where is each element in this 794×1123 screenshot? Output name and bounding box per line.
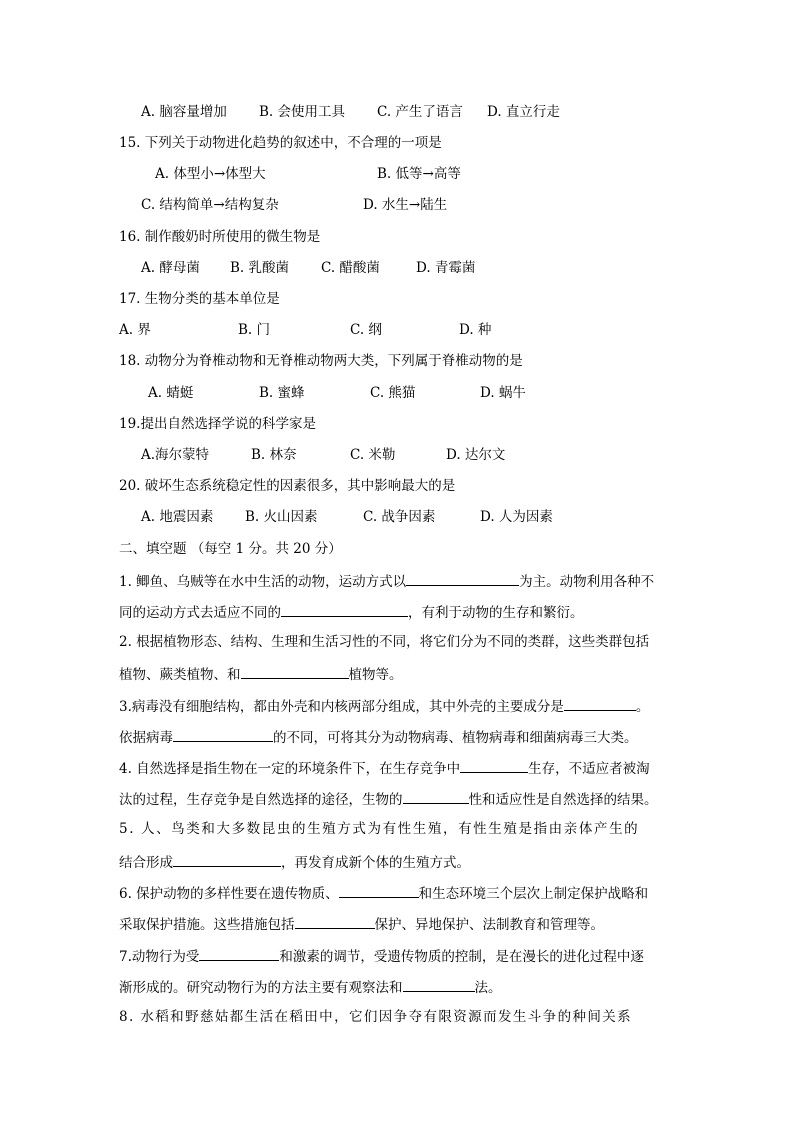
fill-1-text-a: 1. 鲫鱼、乌贼等在水中生活的动物，运动方式以 bbox=[119, 574, 407, 590]
q14-option-d: D. 直立行走 bbox=[487, 104, 560, 120]
q19-option-d: D. 达尔文 bbox=[446, 447, 506, 463]
fill-4-line-2 bbox=[119, 789, 658, 809]
q17-option-b: B. 门 bbox=[238, 322, 271, 338]
fill-1-text-b: 为主。动物利用各种不 bbox=[519, 574, 655, 590]
fill-2-text-a: 植物、蕨类植物、和 bbox=[119, 667, 241, 683]
fill-1-line-1 bbox=[119, 571, 654, 591]
q19-option-b: B. 林奈 bbox=[251, 447, 297, 463]
fill-7-text-a: 7.动物行为受 bbox=[119, 949, 200, 965]
fill-4-blank-1[interactable] bbox=[460, 758, 528, 773]
q20-option-d: D. 人为因素 bbox=[480, 509, 553, 525]
fill-1-blank-2[interactable] bbox=[281, 602, 408, 617]
fill-7-blank-2[interactable] bbox=[403, 977, 475, 992]
q18-option-b: B. 蜜蜂 bbox=[259, 385, 305, 401]
fill-2-line-2 bbox=[119, 664, 403, 684]
fill-7-text-b: 和激素的调节，受遗传物质的控制，是在漫长的进化过程中逐 bbox=[279, 949, 644, 965]
q16-option-a: A. 酵母菌 bbox=[141, 260, 200, 276]
q15-option-c: C. 结构简单→结构复杂 bbox=[141, 197, 279, 213]
fill-7-line-1 bbox=[119, 946, 644, 966]
fill-6-text-c: 采取保护措施。这些措施包括 bbox=[119, 917, 295, 933]
q19-option-c: C. 米勒 bbox=[350, 447, 396, 463]
q17-option-c: C. 纲 bbox=[350, 322, 382, 338]
fill-3-blank-1[interactable] bbox=[564, 696, 636, 711]
q16-option-c: C. 醋酸菌 bbox=[321, 260, 380, 276]
q15-option-b: B. 低等→高等 bbox=[377, 166, 461, 182]
q17-stem: 17. 生物分类的基本单位是 bbox=[119, 291, 280, 307]
fill-6-line-1 bbox=[119, 883, 648, 903]
fill-6-blank-2[interactable] bbox=[295, 914, 375, 929]
fill-5-blank-1[interactable] bbox=[173, 852, 281, 867]
fill-6-text-b: 和生态环境三个层次上制定保护战略和 bbox=[418, 886, 649, 902]
q18-option-d: D. 蜗牛 bbox=[480, 385, 526, 401]
q14-option-c: C. 产生了语言 bbox=[377, 104, 463, 120]
q18-option-a: A. 蜻蜓 bbox=[148, 385, 194, 401]
fill-6-text-a: 6. 保护动物的多样性要在遗传物质、 bbox=[119, 886, 339, 902]
fill-4-text-c: 汰的过程，生存竞争是自然选择的途径，生物的 bbox=[119, 792, 403, 808]
fill-1-blank-1[interactable] bbox=[406, 571, 519, 586]
q20-option-b: B. 火山因素 bbox=[245, 509, 318, 525]
q15-option-d: D. 水生→陆生 bbox=[363, 197, 448, 213]
fill-6-text-d: 保护、异地保护、法制教育和管理等。 bbox=[374, 917, 604, 933]
fill-3-text-c: 依据病毒 bbox=[119, 730, 173, 746]
fill-2-blank-1[interactable] bbox=[241, 664, 349, 679]
fill-3-text-d: 的不同，可将其分为动物病毒、植物病毒和细菌病毒三大类。 bbox=[273, 730, 638, 746]
fill-2-text-b: 植物等。 bbox=[348, 667, 403, 683]
fill-7-blank-1[interactable] bbox=[199, 946, 279, 961]
q16-option-d: D. 青霉菌 bbox=[416, 260, 476, 276]
q14-option-b: B. 会使用工具 bbox=[259, 104, 346, 120]
fill-5-text-b: ，再发育成新个体的生殖方式。 bbox=[281, 855, 470, 871]
q14-option-a: A. 脑容量增加 bbox=[141, 104, 227, 120]
fill-3-text-a: 3.病毒没有细胞结构，都由外壳和内核两部分组成，其中外壳的主要成分是 bbox=[119, 699, 564, 715]
fill-1-line-2 bbox=[119, 602, 584, 622]
fill-1-text-c: 同的运动方式去适应不同的 bbox=[119, 605, 281, 621]
fill-7-line-2 bbox=[119, 977, 502, 997]
q17-option-d: D. 种 bbox=[459, 322, 492, 338]
fill-5-text-a: 结合形成 bbox=[119, 855, 173, 871]
q19-stem: 19.提出自然选择学说的科学家是 bbox=[119, 416, 316, 432]
fill-3-line-2 bbox=[119, 727, 638, 747]
fill-6-blank-1[interactable] bbox=[339, 883, 419, 898]
q20-option-c: C. 战争因素 bbox=[363, 509, 436, 525]
section-title: 二、填空题 （每空 1 分。共 20 分） bbox=[119, 541, 342, 557]
q16-stem: 16. 制作酸奶时所使用的微生物是 bbox=[119, 229, 321, 245]
q19-option-a: A.海尔蒙特 bbox=[141, 447, 210, 463]
fill-3-text-b: 。 bbox=[635, 699, 650, 715]
fill-6-line-2 bbox=[119, 914, 604, 934]
q18-option-c: C. 熊猫 bbox=[370, 385, 416, 401]
q15-option-a: A. 体型小→体型大 bbox=[155, 166, 266, 182]
q20-stem: 20. 破坏生态系统稳定性的因素很多，其中影响最大的是 bbox=[119, 478, 456, 494]
fill-7-text-d: 法。 bbox=[474, 980, 502, 996]
fill-4-blank-2[interactable] bbox=[403, 789, 469, 804]
fill-5-line-2 bbox=[119, 852, 470, 872]
fill-4-text-b: 生存，不适应者被淘 bbox=[528, 761, 650, 777]
q20-option-a: A. 地震因素 bbox=[141, 509, 214, 525]
fill-5-line-1: 5. 人、鸟类和大多数昆虫的生殖方式为有性生殖，有性生殖是指由亲体产生的 bbox=[119, 821, 640, 837]
fill-7-text-c: 渐形成的。研究动物行为的方法主要有观察法和 bbox=[119, 980, 403, 996]
fill-2-line-1: 2. 根据植物形态、结构、生理和生活习性的不同，将它们分为不同的类群，这些类群包括 bbox=[119, 634, 650, 650]
fill-1-text-d: ，有利于动物的生存和繁衍。 bbox=[408, 605, 584, 621]
fill-3-line-1 bbox=[119, 696, 649, 716]
fill-8-line-1: 8. 水稻和野慈姑都生活在稻田中，它们因争夺有限资源而发生斗争的种间关系 bbox=[119, 1009, 633, 1025]
fill-3-blank-2[interactable] bbox=[173, 727, 273, 742]
q18-stem: 18. 动物分为脊椎动物和无脊椎动物两大类，下列属于脊椎动物的是 bbox=[119, 353, 523, 369]
q15-stem: 15. 下列关于动物进化趋势的叙述中，不合理的一项是 bbox=[119, 135, 442, 151]
q16-option-b: B. 乳酸菌 bbox=[230, 260, 290, 276]
fill-4-line-1 bbox=[119, 758, 650, 778]
fill-4-text-a: 4. 自然选择是指生物在一定的环境条件下，在生存竞争中 bbox=[119, 761, 461, 777]
fill-4-text-d: 性和适应性是自然选择的结果。 bbox=[468, 792, 658, 808]
q17-option-a: A. 界 bbox=[119, 322, 151, 338]
